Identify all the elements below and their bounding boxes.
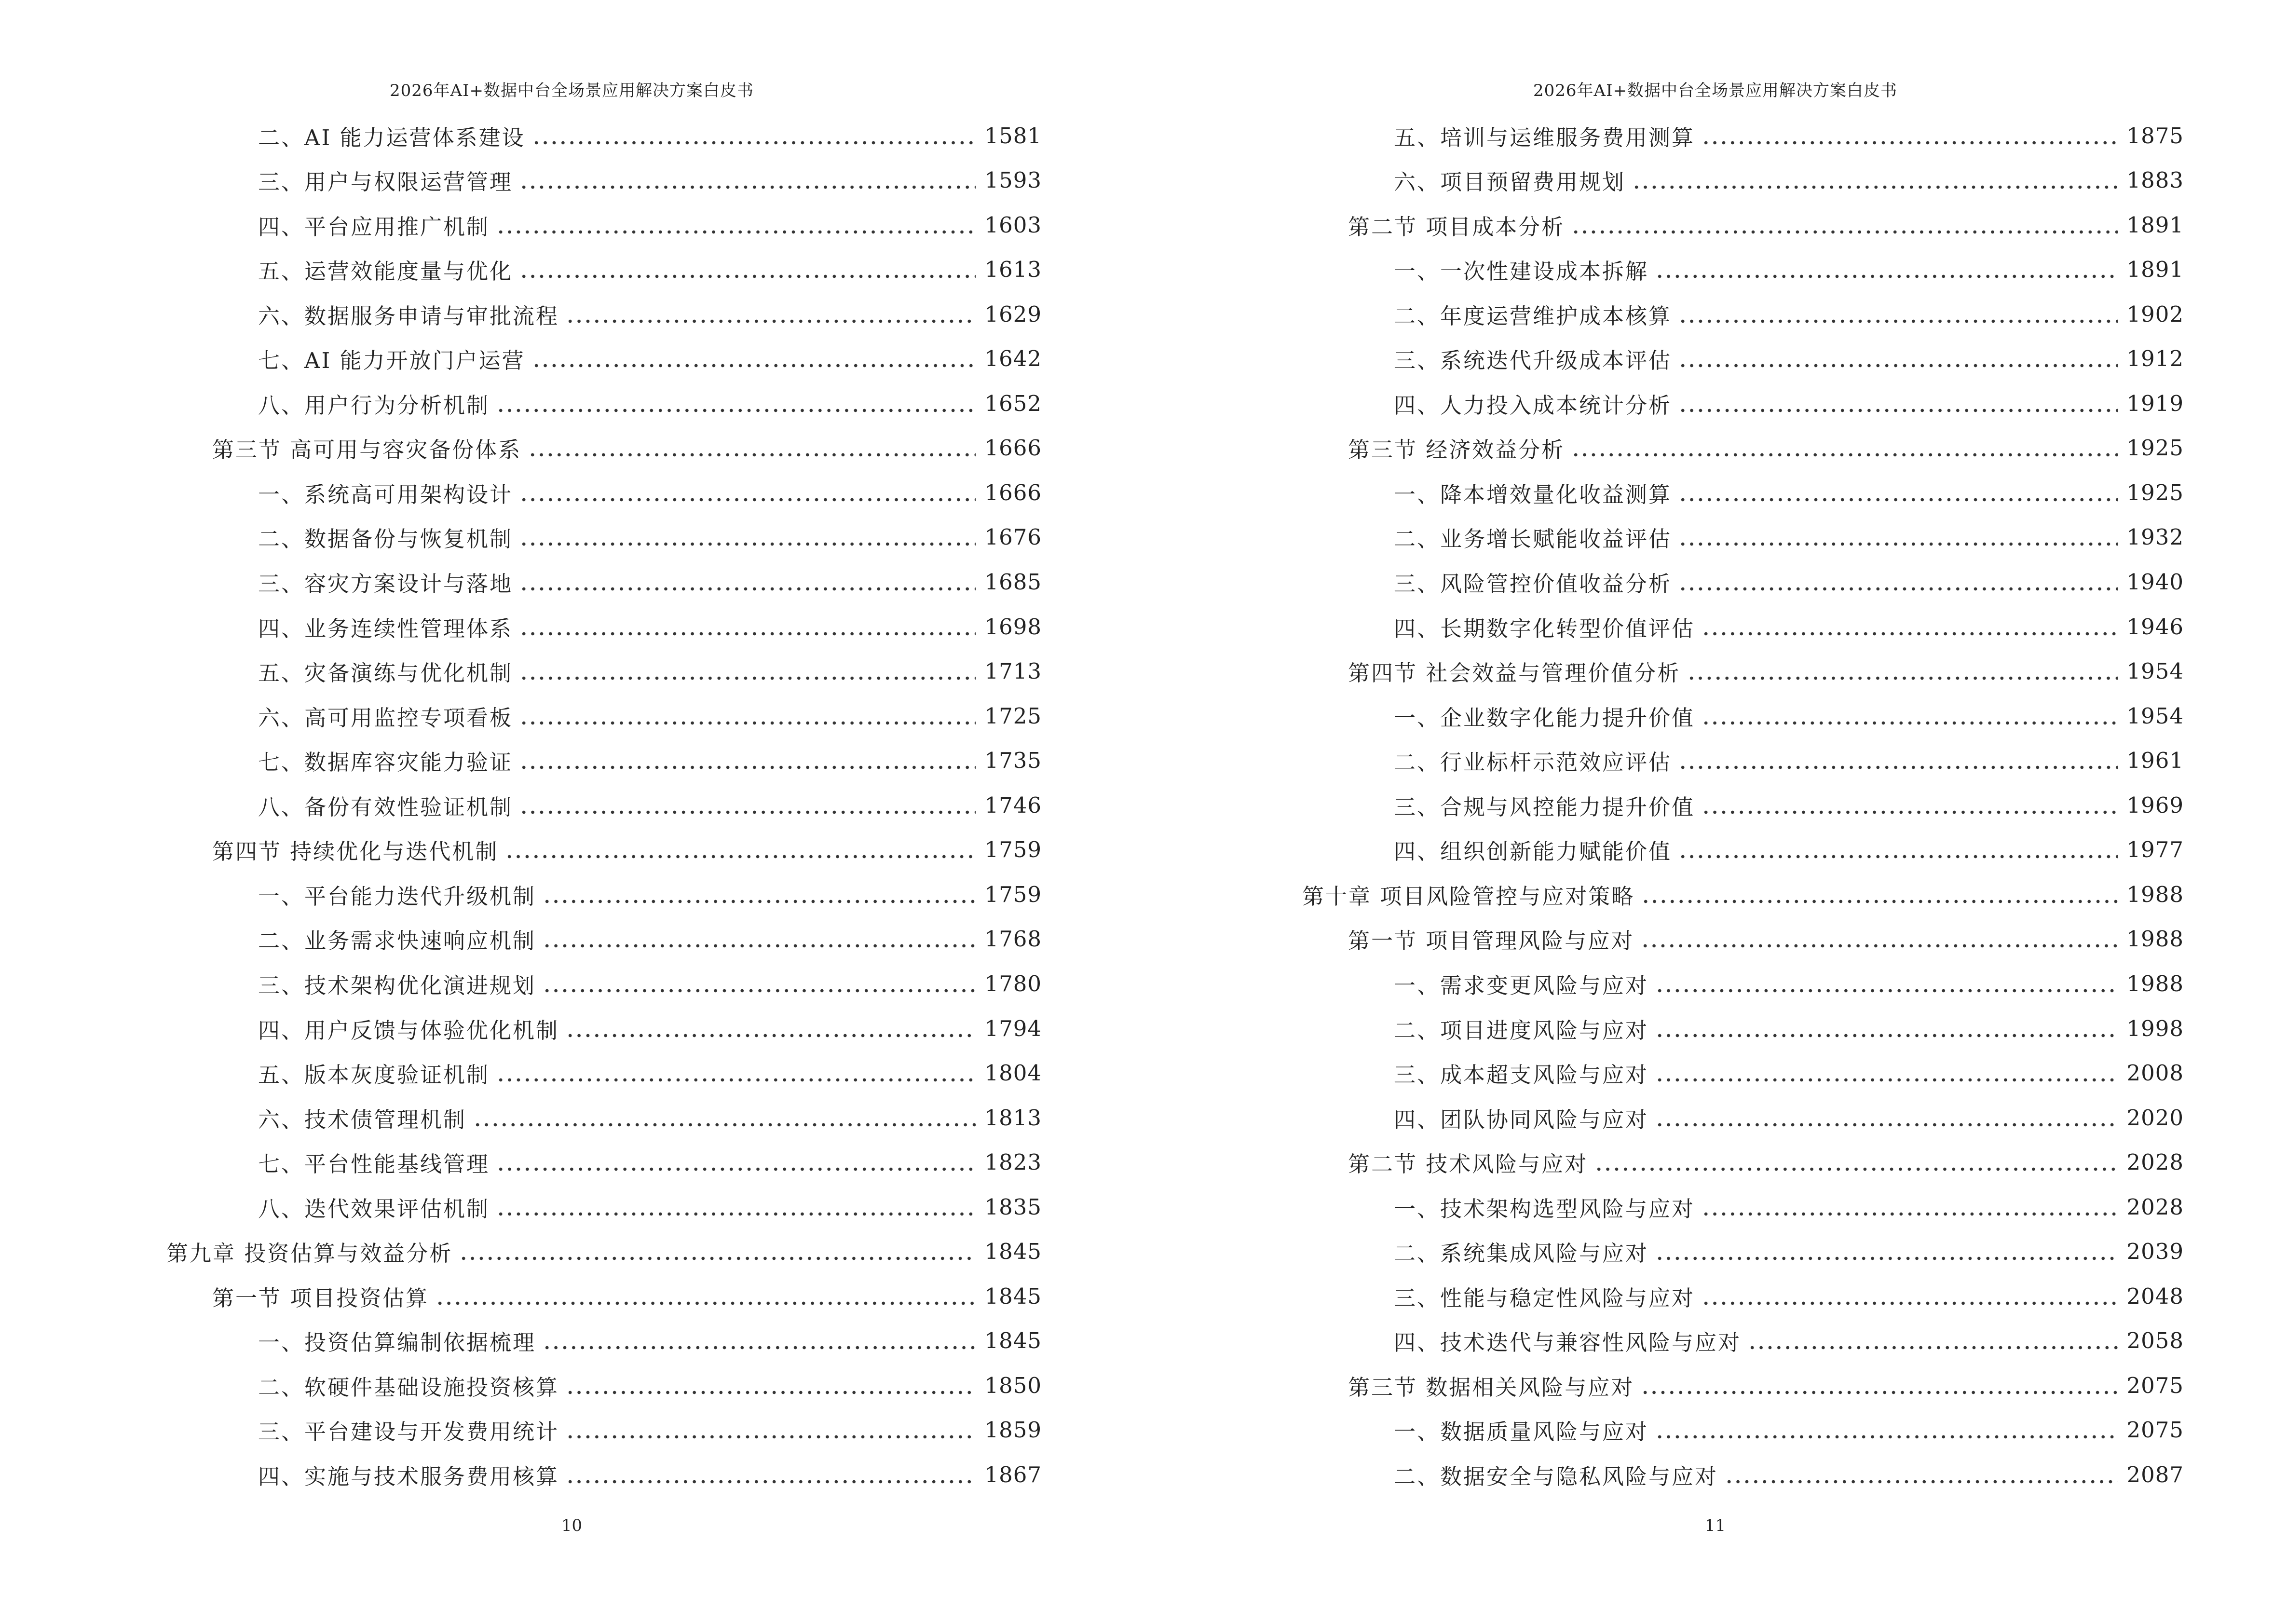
page-number: 10 <box>561 1516 583 1535</box>
toc-entry-title: 一、数据质量风险与应对 <box>1394 1419 1649 1445</box>
dot-leader <box>1678 347 2118 368</box>
dot-leader <box>543 1329 976 1351</box>
toc-entry-title: 六、技术债管理机制 <box>258 1106 467 1133</box>
dot-leader <box>496 1150 976 1172</box>
toc-entry[interactable] <box>258 783 1042 827</box>
toc-entry-page: 1676 <box>984 524 1042 550</box>
toc-entry[interactable] <box>258 604 1042 649</box>
toc-entry-page: 1629 <box>984 301 1042 327</box>
toc-entry-title: 第一节 项目管理风险与应对 <box>1348 928 1634 954</box>
toc-entry-page: 1698 <box>984 614 1042 640</box>
toc-entry-page: 2048 <box>2126 1283 2184 1309</box>
toc-entry-title: 一、一次性建设成本拆解 <box>1394 259 1649 285</box>
toc-entry-title: 第一节 项目投资估算 <box>212 1285 429 1311</box>
dot-leader <box>519 659 976 681</box>
toc-entry-title: 二、业务需求快速响应机制 <box>258 928 536 954</box>
dot-leader <box>528 436 976 458</box>
toc-entry-page: 1845 <box>984 1283 1042 1309</box>
toc-entry[interactable] <box>258 1363 1042 1407</box>
toc-entry[interactable] <box>1394 113 2184 158</box>
toc-entry-title: 第四节 社会效益与管理价值分析 <box>1348 660 1681 686</box>
dot-leader <box>543 927 976 949</box>
toc-entry-page: 2058 <box>2126 1328 2184 1354</box>
toc-entry-page: 2075 <box>2126 1372 2184 1398</box>
toc-entry-title: 三、用户与权限运营管理 <box>258 169 513 195</box>
toc-entry-page: 1735 <box>984 748 1042 774</box>
toc-entry-title: 第九章 投资估算与效益分析 <box>166 1241 453 1267</box>
toc-entry-page: 1961 <box>2126 748 2184 774</box>
toc-entry-page: 1891 <box>2126 257 2184 283</box>
toc-entry-page: 1813 <box>984 1105 1042 1131</box>
toc-entry-page: 1891 <box>2126 212 2184 238</box>
toc-entry-page: 1666 <box>984 479 1042 505</box>
toc-entry-title: 四、平台应用推广机制 <box>258 214 490 240</box>
toc-entry-page: 1613 <box>984 257 1042 283</box>
toc-entry[interactable] <box>258 560 1042 604</box>
dot-leader <box>496 1195 976 1217</box>
toc-entry-page: 1780 <box>984 970 1042 996</box>
dot-leader <box>1678 749 2118 770</box>
toc-entry[interactable] <box>258 872 1042 916</box>
toc-entry-title: 二、项目进度风险与应对 <box>1394 1017 1649 1043</box>
dot-leader <box>566 1017 976 1038</box>
dot-leader <box>1641 927 2118 949</box>
toc-entry[interactable] <box>1348 1140 2184 1185</box>
toc-entry-title: 二、业务增长赋能收益评估 <box>1394 526 1672 552</box>
dot-leader <box>532 124 976 146</box>
toc-entry[interactable] <box>258 1140 1042 1185</box>
page-number: 11 <box>1704 1516 1726 1535</box>
dot-leader <box>519 793 976 815</box>
dot-leader <box>1678 392 2118 413</box>
toc-entry[interactable] <box>258 1453 1042 1497</box>
dot-leader <box>1655 258 2118 279</box>
toc-entry[interactable] <box>258 292 1042 336</box>
dot-leader <box>1594 1150 2118 1172</box>
toc-entry-title: 第三节 数据相关风险与应对 <box>1348 1374 1634 1400</box>
toc-entry[interactable] <box>1394 158 2184 203</box>
toc-entry-title: 四、实施与技术服务费用核算 <box>258 1464 559 1489</box>
dot-leader <box>1748 1329 2118 1351</box>
toc-entry[interactable] <box>1394 515 2184 560</box>
toc-entry-title: 第三节 高可用与容灾备份体系 <box>212 437 522 463</box>
toc-entry[interactable] <box>258 1408 1042 1452</box>
toc-entry[interactable] <box>166 1229 1042 1274</box>
toc-entry-page: 1845 <box>984 1328 1042 1354</box>
dot-leader <box>519 570 976 592</box>
toc-entry-title: 四、用户反馈与体验优化机制 <box>258 1017 559 1043</box>
toc-entry-page: 1946 <box>2126 614 2184 640</box>
toc-entry[interactable] <box>258 1051 1042 1095</box>
dot-leader <box>519 258 976 279</box>
dot-leader <box>496 213 976 235</box>
toc-entry[interactable] <box>258 247 1042 292</box>
toc-entry-title: 一、企业数字化能力提升价值 <box>1394 705 1695 731</box>
toc-entry[interactable] <box>258 381 1042 425</box>
toc-entry-page: 1859 <box>984 1417 1042 1443</box>
dot-leader <box>1678 302 2118 324</box>
toc-entry-title: 一、系统高可用架构设计 <box>258 481 513 507</box>
toc-entry-title: 一、平台能力迭代升级机制 <box>258 883 536 909</box>
toc-entry-title: 四、组织创新能力赋能价值 <box>1394 839 1672 865</box>
toc-entry[interactable] <box>1394 292 2184 336</box>
dot-leader <box>566 1374 976 1395</box>
toc-entry[interactable] <box>1394 470 2184 515</box>
toc-entry-page: 1652 <box>984 390 1042 416</box>
dot-leader <box>519 525 976 547</box>
toc-entry[interactable] <box>258 1095 1042 1140</box>
toc-entry[interactable] <box>258 470 1042 515</box>
toc-entry[interactable] <box>258 1185 1042 1229</box>
toc-entry-title: 四、人力投入成本统计分析 <box>1394 392 1672 418</box>
toc-entry-page: 2075 <box>2126 1417 2184 1443</box>
toc-entry[interactable] <box>1394 694 2184 738</box>
toc-entry[interactable] <box>258 917 1042 961</box>
toc-entry[interactable] <box>1394 738 2184 783</box>
toc-entry[interactable] <box>258 1006 1042 1051</box>
toc-entry-title: 三、合规与风控能力提升价值 <box>1394 794 1695 820</box>
toc-entry[interactable] <box>258 515 1042 560</box>
toc-entry-title: 五、运营效能度量与优化 <box>258 259 513 285</box>
dot-leader <box>496 1061 976 1083</box>
toc-entry-title: 第二节 项目成本分析 <box>1348 214 1565 240</box>
toc-entry[interactable] <box>258 113 1042 158</box>
toc-entry-title: 二、数据安全与隐私风险与应对 <box>1394 1464 1718 1489</box>
toc-entry-page: 1759 <box>984 881 1042 907</box>
toc-entry-title: 第四节 持续优化与迭代机制 <box>212 839 499 865</box>
dot-leader <box>1655 1106 2118 1128</box>
toc-entry[interactable] <box>212 828 1042 872</box>
toc-entry-title: 三、平台建设与开发费用统计 <box>258 1419 559 1445</box>
toc-entry-title: 三、成本超支风险与应对 <box>1394 1062 1649 1088</box>
toc-entry-page: 1593 <box>984 167 1042 193</box>
toc-entry-title: 八、备份有效性验证机制 <box>258 794 513 820</box>
toc-entry-title: 二、软硬件基础设施投资核算 <box>258 1374 559 1400</box>
toc-entry-page: 1759 <box>984 837 1042 863</box>
toc-entry-title: 三、系统迭代升级成本评估 <box>1394 348 1672 374</box>
dot-leader <box>1655 972 2118 994</box>
dot-leader <box>1641 1374 2118 1395</box>
toc-entry[interactable] <box>1394 1006 2184 1051</box>
toc-entry-title: 第三节 经济效益分析 <box>1348 437 1565 463</box>
toc-entry-title: 六、项目预留费用规划 <box>1394 169 1626 195</box>
toc-entry-page: 1883 <box>2126 167 2184 193</box>
toc-entry-title: 二、年度运营维护成本核算 <box>1394 303 1672 329</box>
dot-leader <box>532 347 976 368</box>
toc-entry[interactable] <box>1394 828 2184 872</box>
toc-entry[interactable] <box>1394 1319 2184 1363</box>
right-page <box>1144 0 2287 1624</box>
toc-entry-title: 一、降本增效量化收益测算 <box>1394 481 1672 507</box>
toc-entry-page: 1835 <box>984 1194 1042 1220</box>
toc-entry-title: 六、数据服务申请与审批流程 <box>258 303 559 329</box>
dot-leader <box>1678 481 2118 503</box>
toc-entry-title: 一、投资估算编制依据梳理 <box>258 1330 536 1356</box>
toc-entry-page: 1902 <box>2126 301 2184 327</box>
toc-entry-page: 1603 <box>984 212 1042 238</box>
toc-entry[interactable] <box>258 694 1042 738</box>
toc-entry[interactable] <box>258 203 1042 247</box>
toc-entry-page: 2028 <box>2126 1149 2184 1175</box>
dot-leader <box>1655 1240 2118 1261</box>
toc-entry[interactable] <box>258 961 1042 1006</box>
dot-leader <box>1678 838 2118 860</box>
dot-leader <box>1702 124 2118 146</box>
toc-entry-title: 四、业务连续性管理体系 <box>258 615 513 641</box>
dot-leader <box>566 1418 976 1440</box>
toc-entry[interactable] <box>1394 1453 2184 1497</box>
toc-entry[interactable] <box>1394 1095 2184 1140</box>
toc-entry-title: 七、平台性能基线管理 <box>258 1151 490 1177</box>
toc-entry-page: 1969 <box>2126 792 2184 818</box>
toc-entry-title: 四、技术迭代与兼容性风险与应对 <box>1394 1330 1742 1356</box>
toc-entry-title: 二、行业标杆示范效应评估 <box>1394 750 1672 776</box>
toc-entry-title: 三、性能与稳定性风险与应对 <box>1394 1285 1695 1311</box>
toc-entry[interactable] <box>1394 1051 2184 1095</box>
toc-entry[interactable] <box>1394 1185 2184 1229</box>
toc-entry-title: 一、技术架构选型风险与应对 <box>1394 1196 1695 1222</box>
toc-entry[interactable] <box>1348 1363 2184 1407</box>
dot-leader <box>566 302 976 324</box>
toc-entry[interactable] <box>212 426 1042 470</box>
toc-entry-title: 第十章 项目风险管控与应对策略 <box>1302 883 1635 909</box>
toc-entry-title: 五、灾备演练与优化机制 <box>258 660 513 686</box>
dot-leader <box>1702 615 2118 637</box>
toc-entry[interactable] <box>1394 1274 2184 1318</box>
toc-entry-title: 一、需求变更风险与应对 <box>1394 972 1649 998</box>
toc-entry[interactable] <box>1394 560 2184 604</box>
toc-entry-page: 1823 <box>984 1149 1042 1175</box>
toc-entry-title: 三、风险管控价值收益分析 <box>1394 571 1672 597</box>
dot-leader <box>1571 436 2118 458</box>
toc-entry[interactable] <box>1394 783 2184 827</box>
toc-entry-page: 1768 <box>984 926 1042 952</box>
dot-leader <box>459 1240 976 1261</box>
toc-entry-title: 六、高可用监控专项看板 <box>258 705 513 731</box>
toc-entry[interactable] <box>258 649 1042 694</box>
dot-leader <box>519 168 976 190</box>
toc-entry-page: 1940 <box>2126 569 2184 595</box>
dot-leader <box>1725 1463 2118 1485</box>
toc-entry-page: 1875 <box>2126 123 2184 149</box>
toc-entry-page: 2008 <box>2126 1060 2184 1086</box>
toc-entry[interactable] <box>1348 203 2184 247</box>
toc-entry[interactable] <box>1394 247 2184 292</box>
toc-entry-page: 1713 <box>984 658 1042 684</box>
dot-leader <box>519 749 976 770</box>
toc-entry[interactable] <box>258 337 1042 381</box>
toc-entry-page: 2020 <box>2126 1105 2184 1131</box>
dot-leader <box>1702 704 2118 726</box>
dot-leader <box>1641 883 2118 904</box>
dot-leader <box>1655 1017 2118 1038</box>
toc-entry-title: 七、AI 能力开放门户运营 <box>258 348 525 374</box>
toc-entry[interactable] <box>258 738 1042 783</box>
toc-entry-page: 1954 <box>2126 658 2184 684</box>
toc-entry-page: 1581 <box>984 123 1042 149</box>
toc-entry[interactable] <box>212 1274 1042 1318</box>
toc-entry-page: 1925 <box>2126 479 2184 505</box>
running-header: 2026年AI+数据中台全场景应用解决方案白皮书 <box>390 81 754 100</box>
toc-entry-title: 三、技术架构优化演进规划 <box>258 972 536 998</box>
dot-leader <box>1687 659 2118 681</box>
toc-entry[interactable] <box>1302 872 2184 916</box>
toc-entry-page: 1988 <box>2126 881 2184 907</box>
dot-leader <box>436 1284 976 1306</box>
dot-leader <box>1632 168 2118 190</box>
dot-leader <box>1702 1195 2118 1217</box>
toc-entry[interactable] <box>258 158 1042 203</box>
toc-entry-page: 1925 <box>2126 435 2184 461</box>
toc-entry-title: 五、版本灰度验证机制 <box>258 1062 490 1088</box>
dot-leader <box>473 1106 976 1128</box>
toc-entry-title: 第二节 技术风险与应对 <box>1348 1151 1588 1177</box>
dot-leader <box>566 1463 976 1485</box>
toc-entry[interactable] <box>258 1319 1042 1363</box>
dot-leader <box>1678 570 2118 592</box>
toc-entry[interactable] <box>1348 917 2184 961</box>
dot-leader <box>1702 793 2118 815</box>
dot-leader <box>496 392 976 413</box>
toc-entry-page: 1746 <box>984 792 1042 818</box>
toc-entry-page: 1666 <box>984 435 1042 461</box>
toc-entry-page: 1912 <box>2126 346 2184 372</box>
toc-entry[interactable] <box>1394 337 2184 381</box>
toc-entry[interactable] <box>1394 604 2184 649</box>
dot-leader <box>1571 213 2118 235</box>
dot-leader <box>1655 1061 2118 1083</box>
toc-entry-page: 1988 <box>2126 926 2184 952</box>
toc-entry-page: 1954 <box>2126 703 2184 729</box>
toc-entry[interactable] <box>1394 961 2184 1006</box>
toc-entry[interactable] <box>1348 649 2184 694</box>
toc-entry-title: 五、培训与运维服务费用测算 <box>1394 124 1695 150</box>
toc-entry-page: 1804 <box>984 1060 1042 1086</box>
toc-entry-title: 三、容灾方案设计与落地 <box>258 571 513 597</box>
toc-entry-page: 1725 <box>984 703 1042 729</box>
toc-entry-page: 1932 <box>2126 524 2184 550</box>
toc-entry-page: 1850 <box>984 1372 1042 1398</box>
toc-entry-title: 八、迭代效果评估机制 <box>258 1196 490 1222</box>
dot-leader <box>519 704 976 726</box>
dot-leader <box>505 838 976 860</box>
toc-entry-page: 1867 <box>984 1462 1042 1488</box>
toc-entry-title: 二、系统集成风险与应对 <box>1394 1241 1649 1267</box>
dot-leader <box>519 615 976 637</box>
dot-leader <box>1655 1418 2118 1440</box>
toc-entry[interactable] <box>1394 381 2184 425</box>
toc-entry[interactable] <box>1394 1229 2184 1274</box>
toc-entry[interactable] <box>1348 426 2184 470</box>
toc-entry-page: 2028 <box>2126 1194 2184 1220</box>
toc-entry-page: 1685 <box>984 569 1042 595</box>
dot-leader <box>543 883 976 904</box>
toc-entry-page: 1919 <box>2126 390 2184 416</box>
toc-entry-title: 二、AI 能力运营体系建设 <box>258 124 525 150</box>
toc-entry-page: 1998 <box>2126 1015 2184 1041</box>
toc-entry-page: 2039 <box>2126 1239 2184 1265</box>
dot-leader <box>1702 1284 2118 1306</box>
toc-entry-title: 七、数据库容灾能力验证 <box>258 750 513 776</box>
dot-leader <box>1678 525 2118 547</box>
toc-entry-title: 八、用户行为分析机制 <box>258 392 490 418</box>
toc-entry-page: 1988 <box>2126 970 2184 996</box>
toc-entry-page: 1977 <box>2126 837 2184 863</box>
toc-entry-page: 1794 <box>984 1015 1042 1041</box>
toc-entry-title: 四、团队协同风险与应对 <box>1394 1106 1649 1133</box>
toc-entry-title: 二、数据备份与恢复机制 <box>258 526 513 552</box>
toc-entry-page: 1642 <box>984 346 1042 372</box>
running-header: 2026年AI+数据中台全场景应用解决方案白皮书 <box>1533 81 1897 100</box>
dot-leader <box>519 481 976 503</box>
toc-entry[interactable] <box>1394 1408 2184 1452</box>
dot-leader <box>543 972 976 994</box>
toc-entry-title: 四、长期数字化转型价值评估 <box>1394 615 1695 641</box>
toc-entry-page: 2087 <box>2126 1462 2184 1488</box>
toc-entry-page: 1845 <box>984 1239 1042 1265</box>
